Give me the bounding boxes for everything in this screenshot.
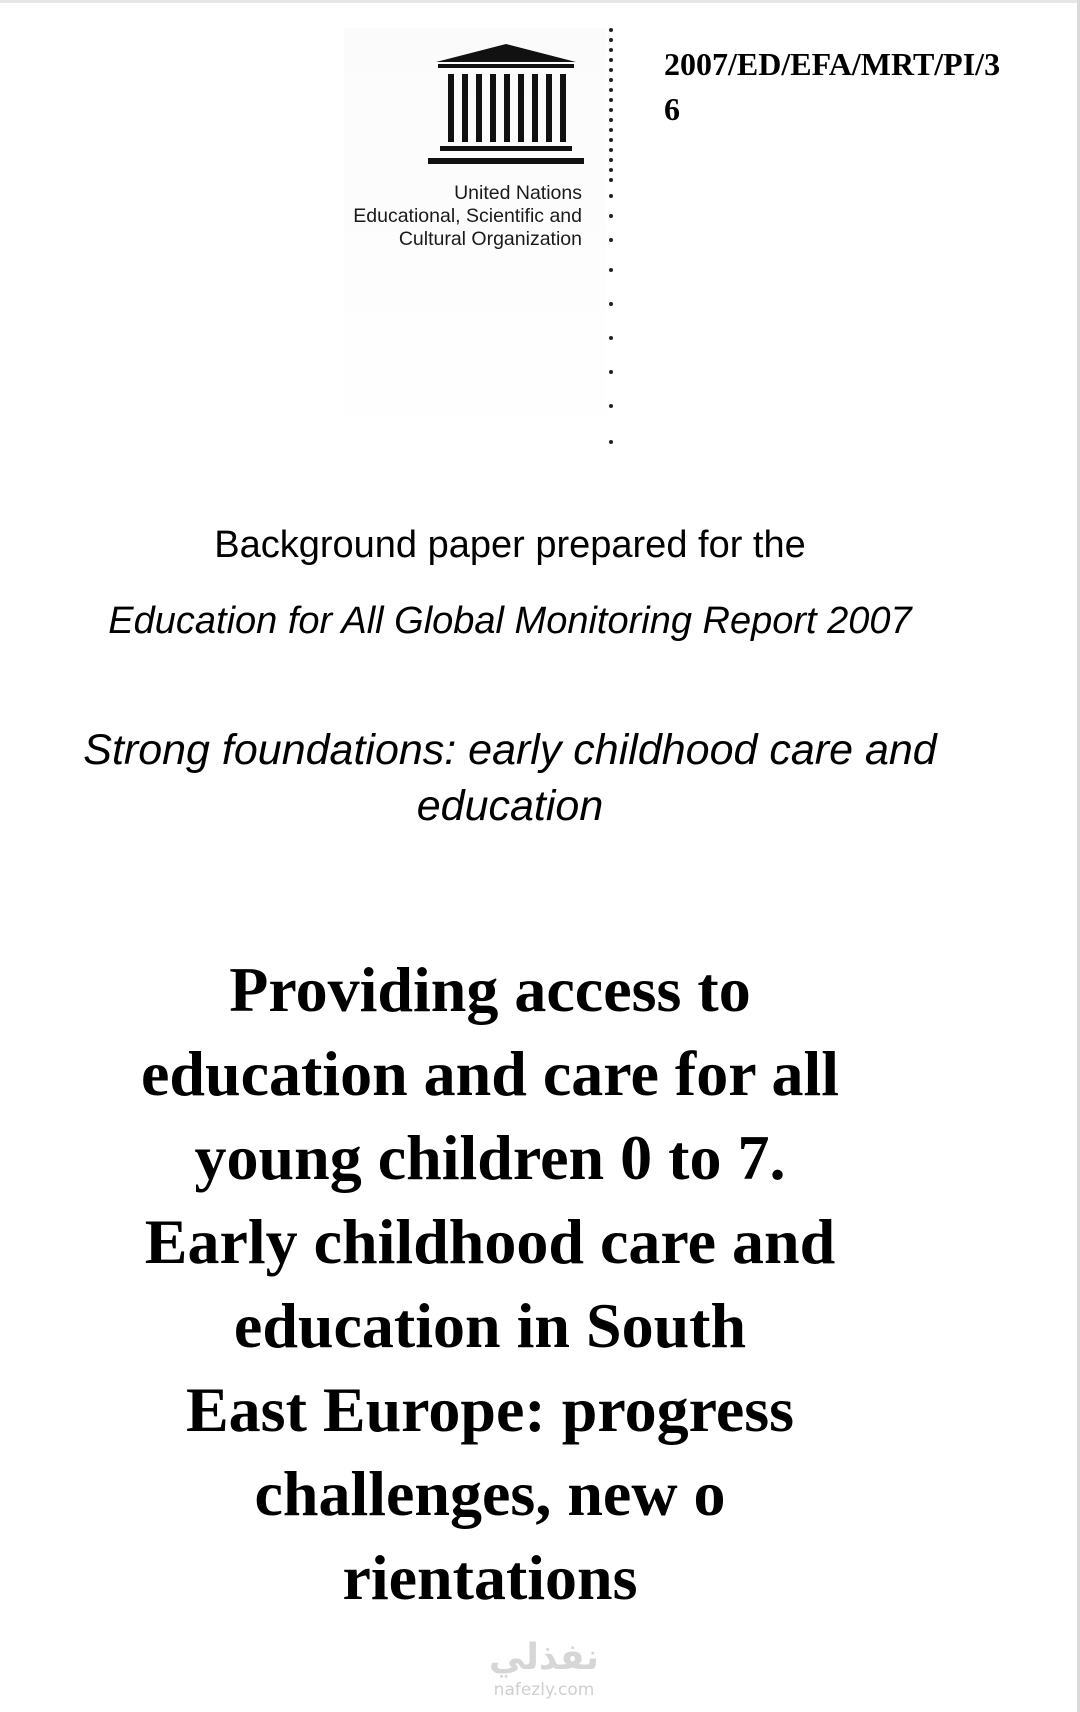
report-theme: Strong foundations: early childhood care and education bbox=[83, 726, 937, 830]
title-line: Providing access to bbox=[229, 954, 751, 1025]
unesco-temple-logo-icon bbox=[424, 40, 588, 170]
site-watermark bbox=[474, 1636, 614, 1712]
caption-line: Educational, Scientific and bbox=[353, 205, 582, 227]
dotted-divider bbox=[608, 26, 614, 456]
organization-caption bbox=[353, 182, 582, 251]
title-line: education in South bbox=[233, 1290, 747, 1361]
document-code: 2007/ED/EFA/MRT/PI/36 bbox=[664, 46, 1001, 127]
title-line: rientations bbox=[342, 1542, 638, 1613]
paper-title bbox=[60, 948, 920, 1620]
title-line: young children 0 to 7. bbox=[194, 1122, 786, 1193]
title-line: education and care for all bbox=[140, 1038, 840, 1109]
top-border bbox=[0, 0, 1080, 3]
prepared-for-line: Background paper prepared for the bbox=[214, 524, 806, 566]
watermark-latin: nafezly.com bbox=[493, 1680, 595, 1700]
caption-line: United Nations bbox=[454, 182, 582, 204]
title-line: East Europe: progress bbox=[185, 1374, 795, 1445]
title-line: Early childhood care and bbox=[144, 1206, 836, 1277]
watermark-arabic: نفذلي bbox=[488, 1637, 600, 1678]
title-line: challenges, new o bbox=[254, 1458, 726, 1529]
caption-line: Cultural Organization bbox=[398, 228, 582, 250]
report-title: Education for All Global Monitoring Report 2007 bbox=[108, 600, 912, 642]
